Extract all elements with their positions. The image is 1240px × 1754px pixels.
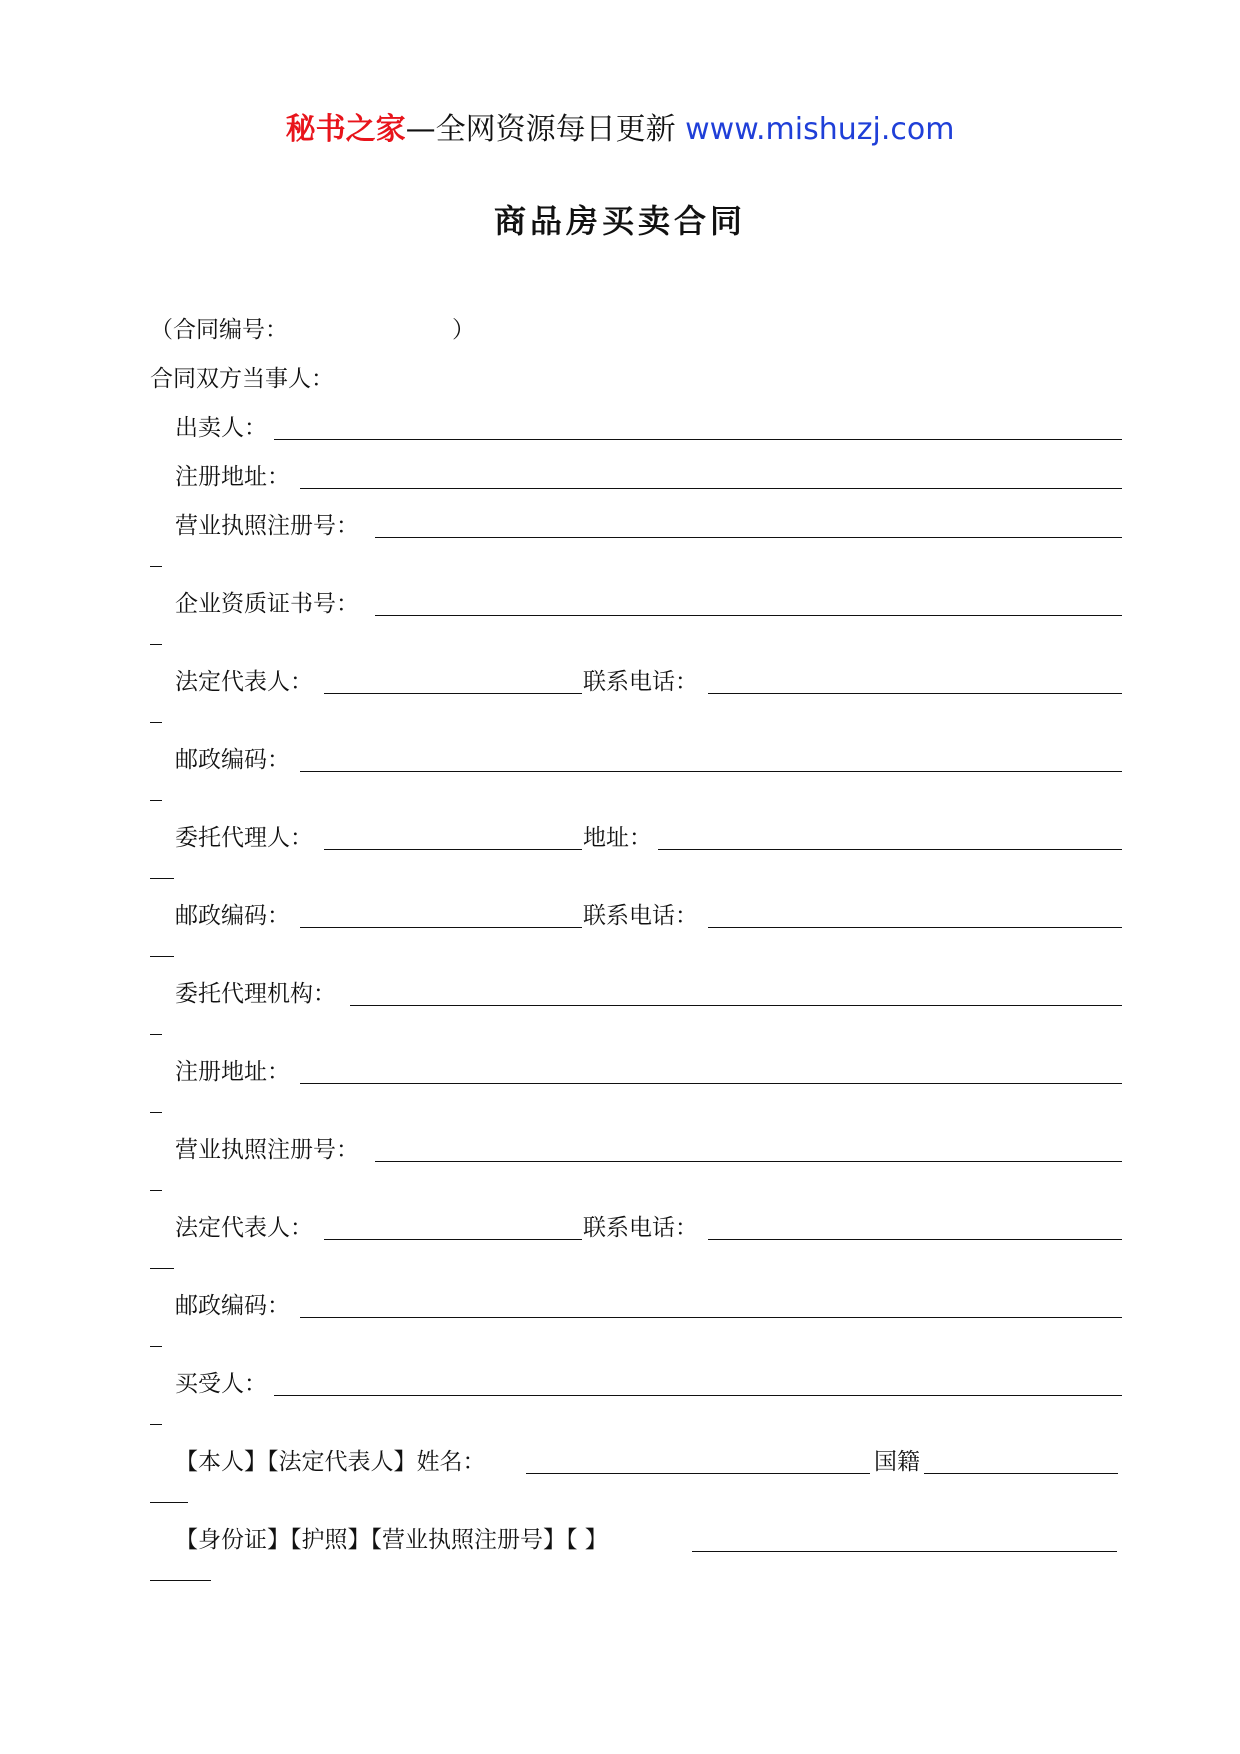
agent-postcode-label: 邮政编码： [175,903,290,929]
agency-postcode-field[interactable] [300,1317,1122,1318]
line-wrap [150,1424,162,1425]
agent-address-field[interactable] [658,849,1122,850]
buyer-nationality-field[interactable] [924,1473,1118,1474]
agency-license-label: 营业执照注册号： [175,1137,359,1163]
agency-address-label: 注册地址： [175,1059,290,1085]
line-wrap [150,1502,188,1503]
seller-phone-field[interactable] [708,693,1122,694]
agency-name-label: 委托代理机构： [175,981,336,1007]
seller-legal-rep-label: 法定代表人： [175,669,313,695]
agent-phone-label: 联系电话： [583,903,698,929]
buyer-name-label: 买受人： [175,1371,267,1397]
contract-no-label: （合同编号： [150,317,288,343]
site-url[interactable]: www.mishuzj.com [685,112,955,147]
seller-postcode-field[interactable] [300,771,1122,772]
document-title: 商品房买卖合同 [493,202,746,240]
line-wrap [150,722,162,723]
line-wrap [150,566,162,567]
seller-name-field[interactable] [274,439,1122,440]
line-wrap [150,644,162,645]
line-wrap [150,1580,211,1581]
agency-legal-rep-field[interactable] [324,1239,582,1240]
buyer-person-name-field[interactable] [526,1473,870,1474]
agency-license-field[interactable] [375,1161,1122,1162]
buyer-identity-label: 【本人】【法定代表人】姓名： [175,1449,486,1475]
seller-license-label: 营业执照注册号： [175,513,359,539]
seller-qualification-field[interactable] [375,615,1122,616]
agency-phone-field[interactable] [708,1239,1122,1240]
agency-address-field[interactable] [300,1083,1122,1084]
agent-name-label: 委托代理人： [175,825,313,851]
line-wrap [150,878,174,879]
line-wrap [150,1112,162,1113]
seller-name-label: 出卖人： [175,415,267,441]
agency-legal-rep-label: 法定代表人： [175,1215,313,1241]
buyer-id-number-field[interactable] [692,1551,1117,1552]
parties-label: 合同双方当事人： [150,366,334,392]
buyer-name-field[interactable] [274,1395,1122,1396]
site-header [0,104,1240,148]
buyer-id-type-label: 【身份证】【护照】【营业执照注册号】【 】 [175,1527,608,1553]
seller-qualification-label: 企业资质证书号： [175,591,359,617]
seller-phone-label: 联系电话： [583,669,698,695]
seller-address-field[interactable] [300,488,1122,489]
agency-name-field[interactable] [350,1005,1122,1006]
seller-postcode-label: 邮政编码： [175,747,290,773]
agent-address-label: 地址： [583,825,652,851]
line-wrap [150,800,162,801]
agency-postcode-label: 邮政编码： [175,1293,290,1319]
agent-postcode-field[interactable] [300,927,582,928]
agent-phone-field[interactable] [708,927,1122,928]
seller-address-label: 注册地址： [175,464,290,490]
contract-no-close: ） [452,317,475,343]
line-wrap [150,1034,162,1035]
agency-phone-label: 联系电话： [583,1215,698,1241]
seller-legal-rep-field[interactable] [324,693,582,694]
buyer-nationality-label: 国籍 [874,1449,920,1475]
brand-name: 秘书之家 [285,112,406,147]
line-wrap [150,956,174,957]
line-wrap [150,1190,162,1191]
agent-name-field[interactable] [324,849,582,850]
line-wrap [150,1346,162,1347]
seller-license-field[interactable] [375,537,1122,538]
line-wrap [150,1268,174,1269]
header-tagline: —全网资源每日更新 [405,112,686,147]
